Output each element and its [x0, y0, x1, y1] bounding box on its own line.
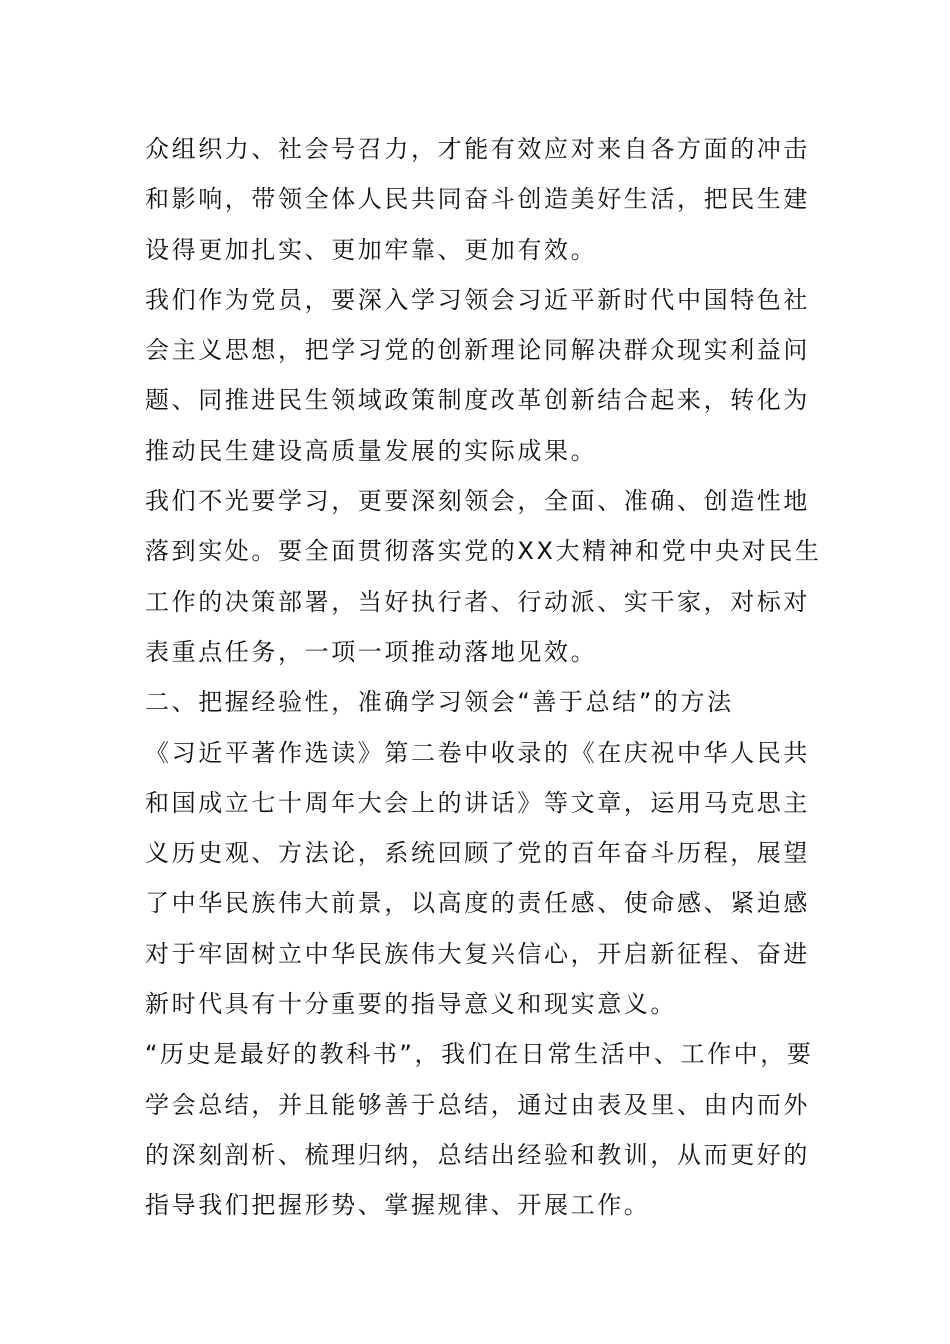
text-line: 对于牢固树立中华民族伟大复兴信心，开启新征程、奋进 [145, 939, 810, 968]
text-line: 和国成立七十周年大会上的讲话》等文章，运用马克思主 [145, 788, 810, 817]
text-line: 义历史观、方法论，系统回顾了党的百年奋斗历程，展望 [145, 839, 810, 868]
text-line: 的深刻剖析、梳理归纳，总结出经验和教训，从而更好的 [145, 1140, 810, 1169]
text-line: 指导我们把握形势、掌握规律、开展工作。 [145, 1191, 651, 1220]
text-line: 我们不光要学习，更要深刻领会，全面、准确、创造性地 [145, 487, 810, 516]
text-line: 落到实处。要全面贯彻落实党的XX大精神和党中央对民生 [145, 537, 822, 566]
text-line: “历史是最好的教科书”，我们在日常生活中、工作中，要 [145, 1040, 814, 1069]
text-line: 了中华民族伟大前景，以高度的责任感、使命感、紧迫感 [145, 889, 810, 918]
text-line: 题、同推进民生领域政策制度改革创新结合起来，转化为 [145, 386, 810, 415]
section-heading: 二、把握经验性，准确学习领会“善于总结”的方法 [145, 688, 734, 717]
text-line: 会主义思想，把学习党的创新理论同解决群众现实利益问 [145, 336, 810, 365]
document-body [145, 124, 822, 1231]
text-line: 推动民生建设高质量发展的实际成果。 [145, 436, 598, 465]
text-line: 学会总结，并且能够善于总结，通过由表及里、由内而外 [145, 1090, 810, 1119]
text-line: 工作的决策部署，当好执行者、行动派、实干家，对标对 [145, 587, 810, 616]
text-line: 设得更加扎实、更加牢靠、更加有效。 [145, 235, 598, 264]
text-line: 新时代具有十分重要的指导意义和现实意义。 [145, 990, 677, 1019]
text-line: 和影响，带领全体人民共同奋斗创造美好生活，把民生建 [145, 185, 810, 214]
text-line: 我们作为党员，要深入学习领会习近平新时代中国特色社 [145, 285, 810, 314]
text-line: 表重点任务，一项一项推动落地见效。 [145, 637, 598, 666]
text-line: 众组织力、社会号召力，才能有效应对来自各方面的冲击 [145, 135, 810, 163]
text-line: 《习近平著作选读》第二卷中收录的《在庆祝中华人民共 [145, 738, 810, 767]
